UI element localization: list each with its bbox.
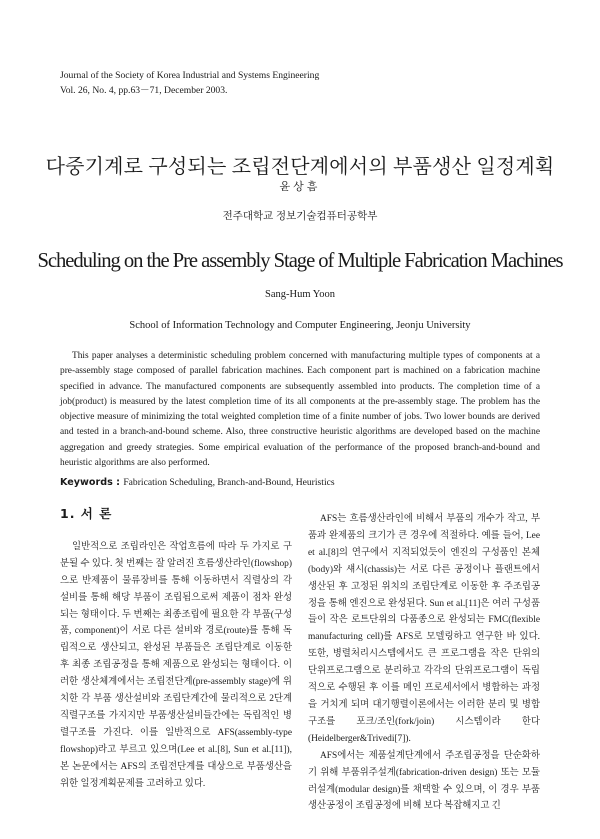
korean-affiliation: 전주대학교 정보기술컴퓨터공학부 (222, 211, 378, 222)
english-author: Sang-Hum Yoon (264, 289, 335, 300)
body-paragraph: 일반적으로 조립라인은 작업흐름에 따라 두 가지로 구분될 수 있다. 첫 번째는 잘 알려진 흐름생산라인(flowshop)으로 반제품이 물류장비를 통해 이동하면서 직렬상의 각 설비를 통해 해당 부품이 조립됨으로써 제품이 점차 완성되는 형태이다. 두 번째는 최종조립에 필요한 각 부품(구성품, component)이 서로 다른 설비와 경로(route)를 통해 독립적으로 생산되고, 완성된 부품들은 조립단계로 이동한 후 최종 조립공정을 통해 제품으로 완성되는 형태이다. 이러한 생산체계에서는 조립전단계(pre-assembly stage)에 위치한 각 부품 생산설비와 조립단계간에 물리적으로 2단계 직렬구조를 가지지만 부품생산설비들간에는 독립적인 병렬구조를 가진다. 이를 일반적으로 AFS(assembly-type flowshop)라고 부르고 있으며(Lee et al.[8], Sun et al.[11]), 본 논문에서는 AFS의 조립전단계를 대상으로 부품생산을 위한 일정계획문제를 고려하고 있다. (60, 541, 292, 789)
journal-volume: Vol. 26, No. 4, pp.63－71, December 2003. (60, 84, 228, 96)
abstract: This paper analyses a deterministic scheduling problem concerned with manufacturing multiple types of components at a pre-assembly stage composed of parallel fabrication machines. Each component part is machined on a fabrication machine specified in advance. The manufactured components are subsequently assembled into products. The completion time of a job(product) is measured by the latest completion time of its all components at the pre-assembly stage. The problem has the objective measure of minimizing the total weighted completion time of a finite number of jobs. Two lower bounds are derived and tested in a branch-and-bound scheme. Also, three constructive heuristic algorithms are developed based on the machine aggregation and greedy strategies. Some empirical evaluation of the performance of the proposed branch-and-bound and heuristic algorithms are also performed. (60, 351, 540, 469)
right-column (308, 511, 540, 815)
english-affiliation: School of Information Technology and Computer Engineering, Jeonju University (129, 320, 471, 331)
body-paragraph: AFS는 흐름생산라인에 비해서 부품의 개수가 작고, 부품과 완제품의 크기가 큰 경우에 적절하다. 예를 들어, Lee et al.[8]의 연구에서 지적되었듯이 엔진의 구성품인 본체(body)와 섀시(chassis)는 서로 다른 공정이나 플랜트에서 생산된 후 고정된 위치의 조립단계로 이동한 후 주조립공정을 통해 엔진으로 완성된다. Sun et al.[11]은 여러 구성품들이 작은 로트단위의 다품종으로 완성되는 FMC(flexible manufacturing cell)를 AFS로 모델링하고 연구한 바 있다. 또한, 병렬처리시스템에서도 큰 프로그램을 작은 단위의 단위프로그램으로 분리하고 각각의 단위프로그램이 독립적으로 수행된 후 이를 메인 프로세서에서 병합하는 과정을 거치게 되며 대기행렬이론에서는 이러한 분리 및 병합구조를 포크/조인(fork/join) 시스템이라 한다(Heidelberger&Trivedi[7]). (308, 514, 540, 744)
keywords-label: Keywords : (60, 477, 124, 488)
section-heading: 1. 서 론 (60, 506, 113, 521)
korean-title: 다중기계로 구성되는 조립전단계에서의 부품생산 일정계획 (45, 156, 555, 178)
body-paragraph: AFS에서는 제품설계단계에서 주조립공정을 단순화하기 위해 부품위주설계(fabrication-driven design) 또는 모듈러설계(modular design)를 채택할 수 있으며, 이 경우 부품생산공정이 조립공정에 비해 보다 복잡해지고 긴 (308, 750, 540, 812)
english-title: Scheduling on the Pre assembly Stage of Multiple Fabrication Machines (37, 248, 563, 272)
journal-header (60, 69, 319, 98)
keywords-text: Fabrication Scheduling, Branch-and-Bound, Heuristics (123, 477, 335, 488)
left-column (60, 506, 292, 793)
korean-author: 윤상흠 (279, 181, 321, 193)
keywords (60, 477, 335, 488)
journal-name: Journal of the Society of Korea Industrial and Systems Engineering (60, 70, 320, 81)
